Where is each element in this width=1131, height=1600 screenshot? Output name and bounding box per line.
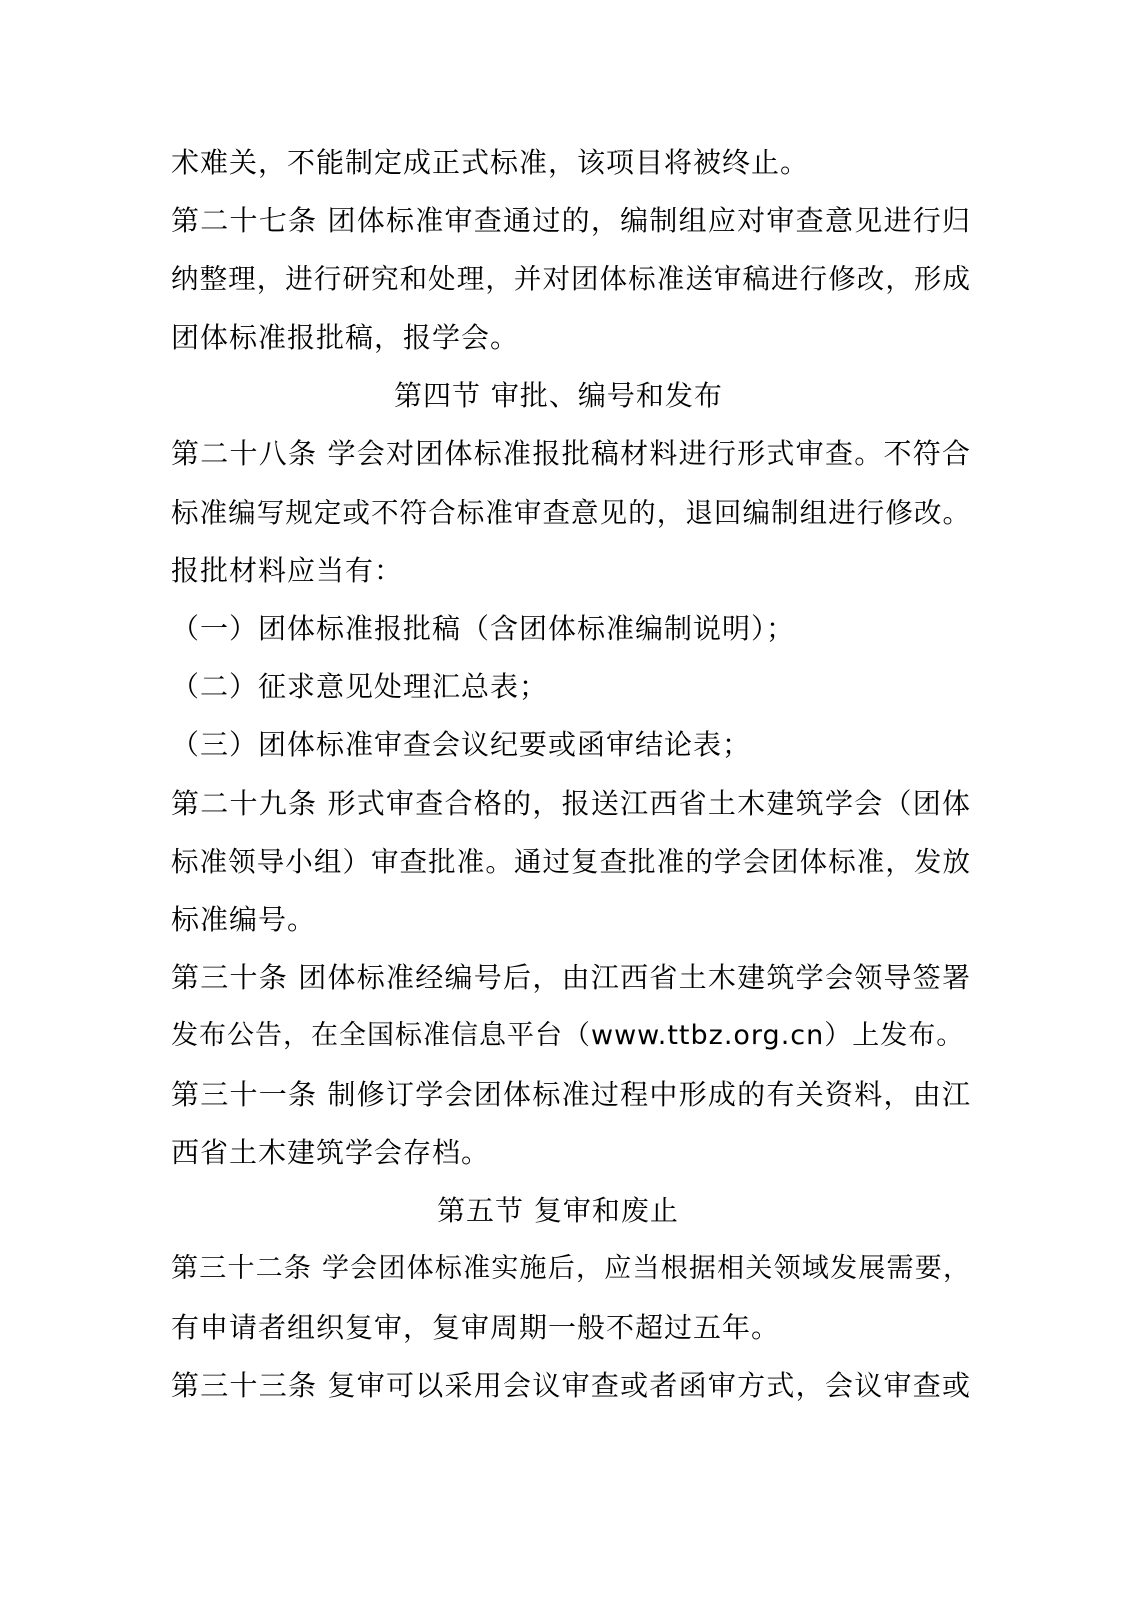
article-29-line-2: 标准领导小组）审查批准。通过复查批准的学会团体标准，发放 — [171, 846, 971, 878]
article-27-line-1: 第二十七条 团体标准审查通过的，编制组应对审查意见进行归 — [171, 204, 971, 237]
article-31-line-1: 第三十一条 制修订学会团体标准过程中形成的有关资料，由江 — [171, 1078, 971, 1111]
article-31-line-2: 西省土木建筑学会存档。 — [171, 1136, 491, 1169]
article-30-line-2: 发布公告，在全国标准信息平台（www.ttbz.org.cn）上发布。 — [171, 1020, 965, 1051]
article-29-line-1: 第二十九条 形式审查合格的，报送江西省土木建筑学会（团体 — [171, 787, 971, 820]
article-32-line-2: 有申请者组织复审，复审周期一般不超过五年。 — [171, 1311, 781, 1344]
section-5-heading: 第五节 复审和废止 — [437, 1194, 679, 1227]
article-28-line-2: 标准编写规定或不符合标准审查意见的，退回编制组进行修改。 — [171, 497, 971, 529]
list-item-3: （三）团体标准审查会议纪要或函审结论表； — [171, 728, 752, 761]
article-27-line-3: 团体标准报批稿，报学会。 — [171, 321, 520, 354]
section-4-heading: 第四节 审批、编号和发布 — [394, 379, 723, 412]
article-29-line-3: 标准编号。 — [171, 903, 317, 936]
article-30-line-1: 第三十条 团体标准经编号后，由江西省土木建筑学会领导签署 — [171, 961, 971, 994]
article-28-line-1: 第二十八条 学会对团体标准报批稿材料进行形式审查。不符合 — [171, 437, 971, 470]
list-item-1: （一）团体标准报批稿（含团体标准编制说明）； — [171, 612, 796, 645]
article-33-line-1: 第三十三条 复审可以采用会议审查或者函审方式，会议审查或 — [171, 1369, 971, 1402]
list-item-2: （二）征求意见处理汇总表； — [171, 670, 549, 703]
article-32-line-1: 第三十二条 学会团体标准实施后，应当根据相关领域发展需要， — [171, 1253, 971, 1284]
paragraph-line: 术难关，不能制定成正式标准，该项目将被终止。 — [171, 146, 810, 179]
article-28-line-3: 报批材料应当有： — [171, 554, 404, 587]
article-27-line-2: 纳整理，进行研究和处理，并对团体标准送审稿进行修改，形成 — [171, 263, 971, 295]
